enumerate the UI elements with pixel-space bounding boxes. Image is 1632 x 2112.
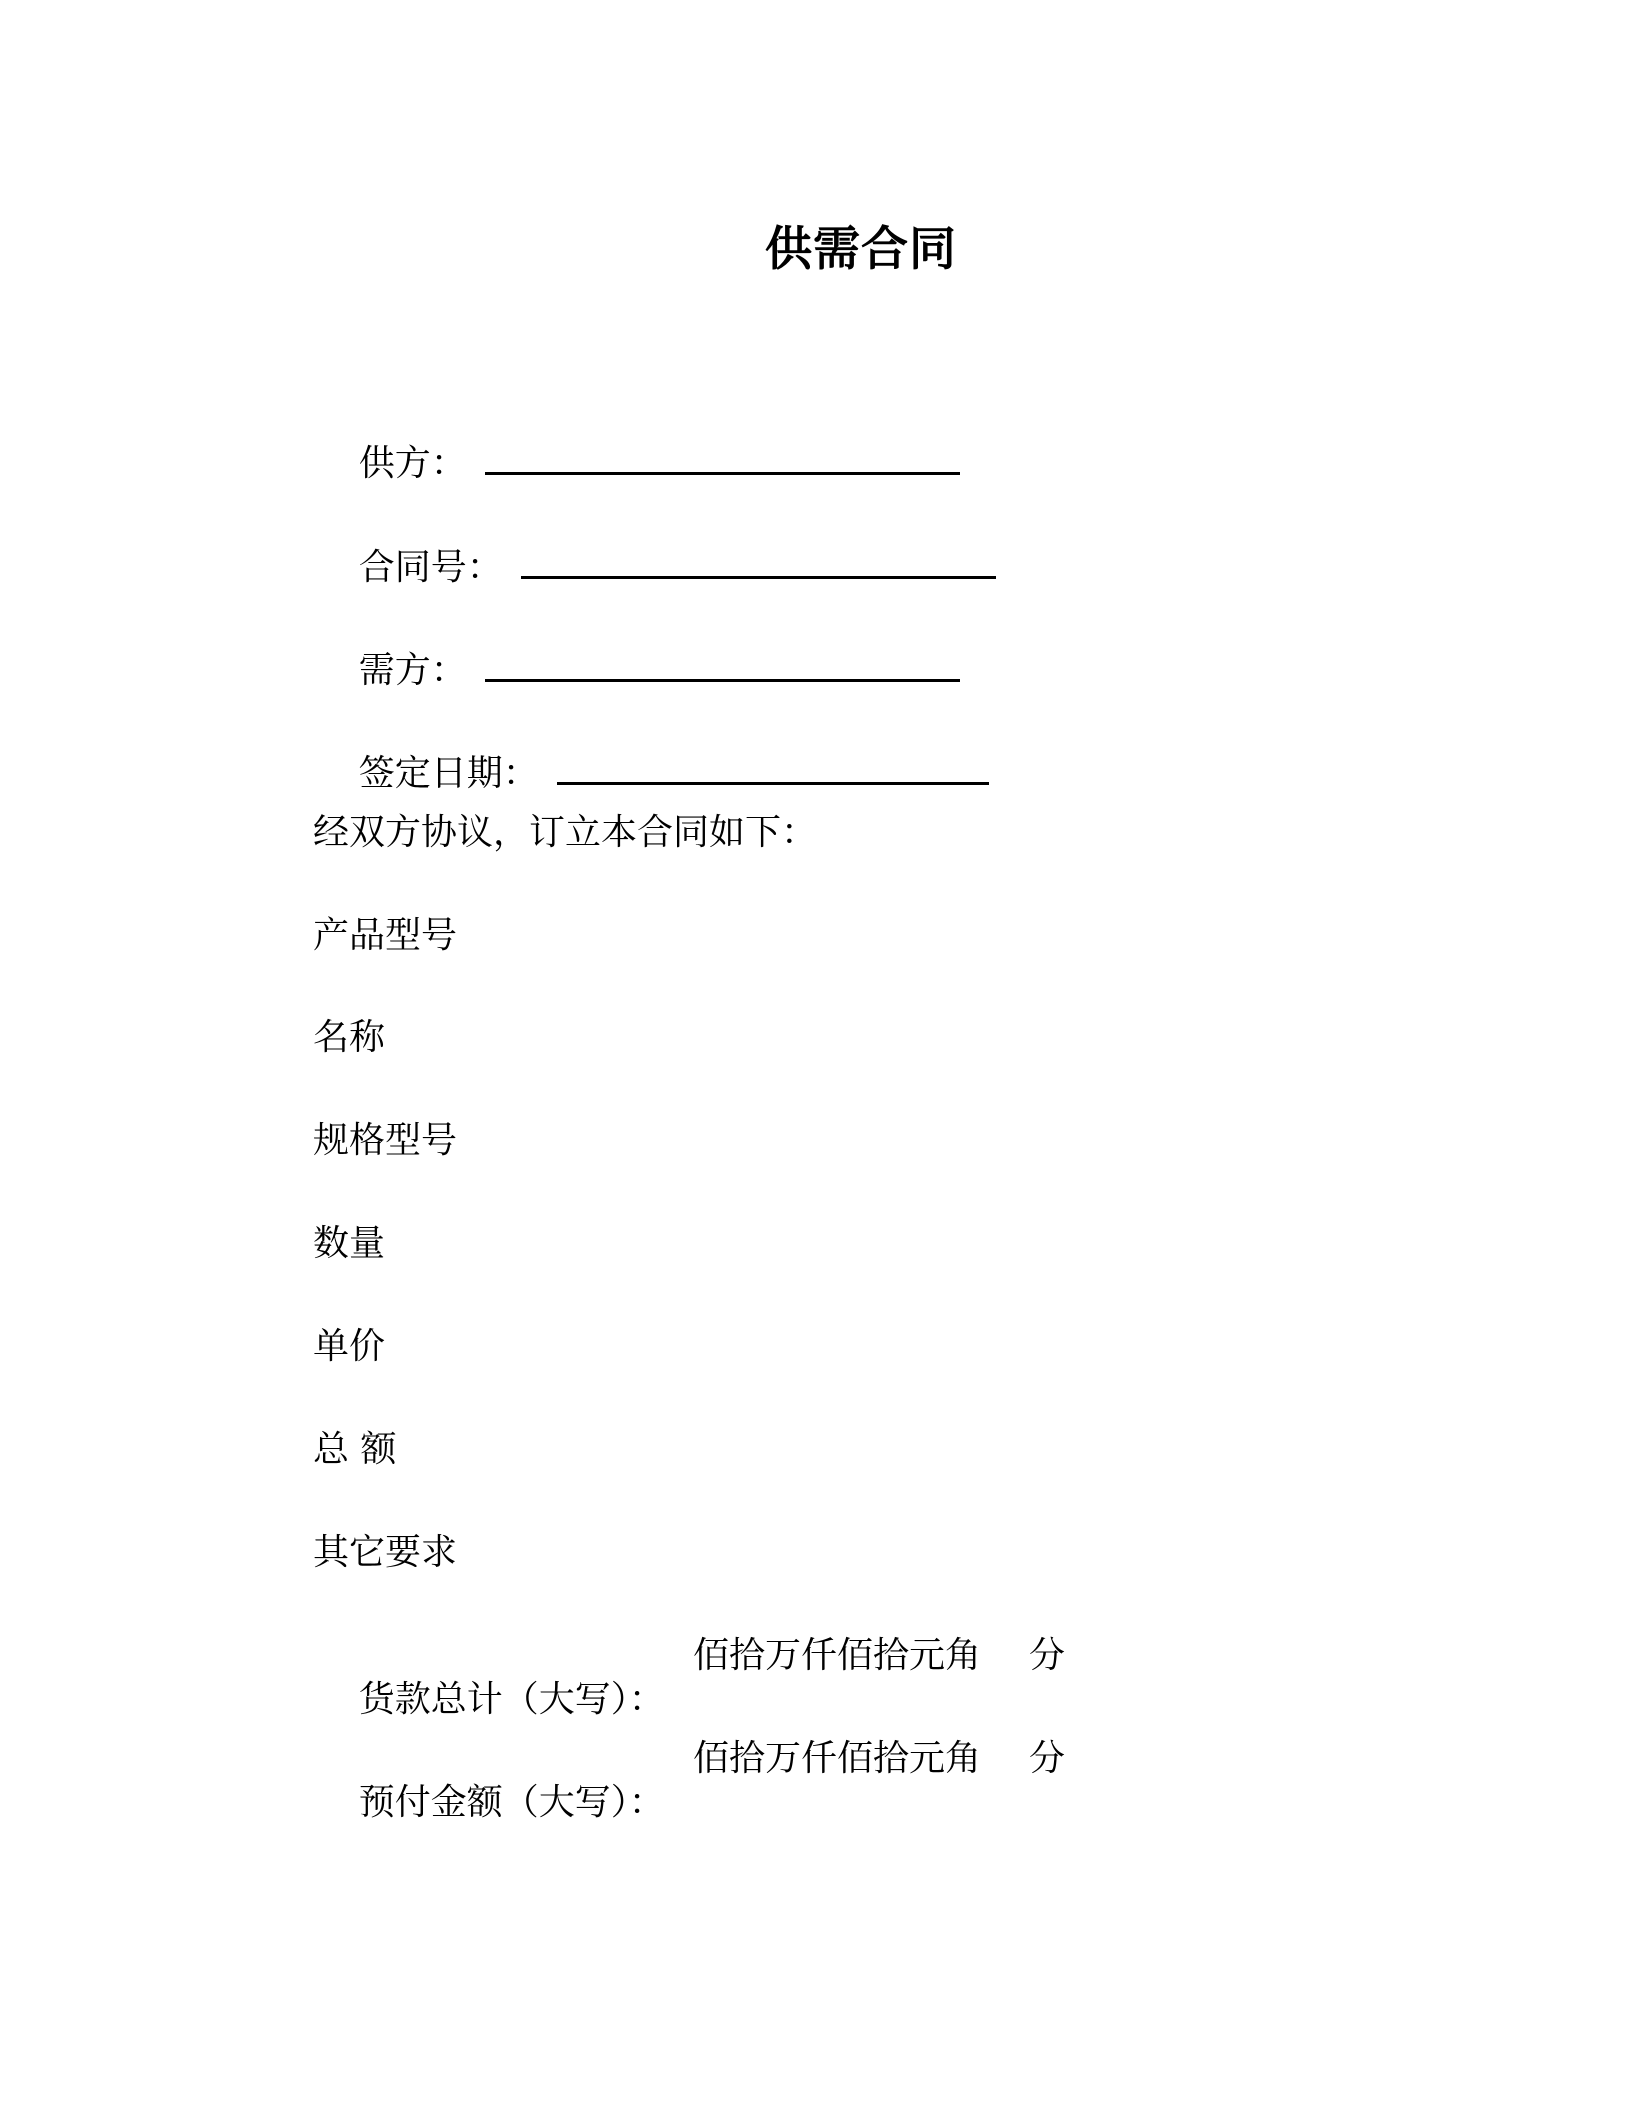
total-payment-units-main: 佰拾万仟佰拾元角 [693,1635,982,1676]
item-total: 总 额 [313,1429,397,1470]
total-payment-row [313,1634,1113,1720]
buyer-label: 需方： [358,650,467,691]
supplier-label: 供方： [358,443,467,484]
item-name: 名称 [313,1017,386,1058]
prepayment-units-main: 佰拾万仟佰拾元角 [693,1738,982,1779]
item-unit-price: 单价 [313,1326,386,1367]
contract-number-blank [521,546,996,579]
item-quantity: 数量 [313,1223,386,1264]
intro-text: 经双方协议，订立本合同如下： [313,812,818,853]
contract-number-label: 合同号： [358,547,503,588]
document-title: 供需合同 [765,222,957,277]
prepayment-row [313,1737,1113,1823]
item-product-model: 产品型号 [313,915,458,956]
item-spec-model: 规格型号 [313,1120,458,1161]
supplier-blank [485,442,960,475]
sign-date-label: 签定日期： [358,753,539,794]
buyer-blank [485,649,960,682]
total-payment-label: 货款总计（大写）： [358,1679,665,1720]
sign-date-blank [557,752,989,785]
prepayment-units [693,1737,1065,1781]
total-payment-units [693,1634,1065,1678]
item-other-requirements: 其它要求 [313,1532,458,1573]
prepayment-label: 预付金额（大写）： [358,1782,665,1823]
total-payment-units-fen: 分 [1029,1635,1066,1676]
prepayment-units-fen: 分 [1029,1738,1066,1779]
